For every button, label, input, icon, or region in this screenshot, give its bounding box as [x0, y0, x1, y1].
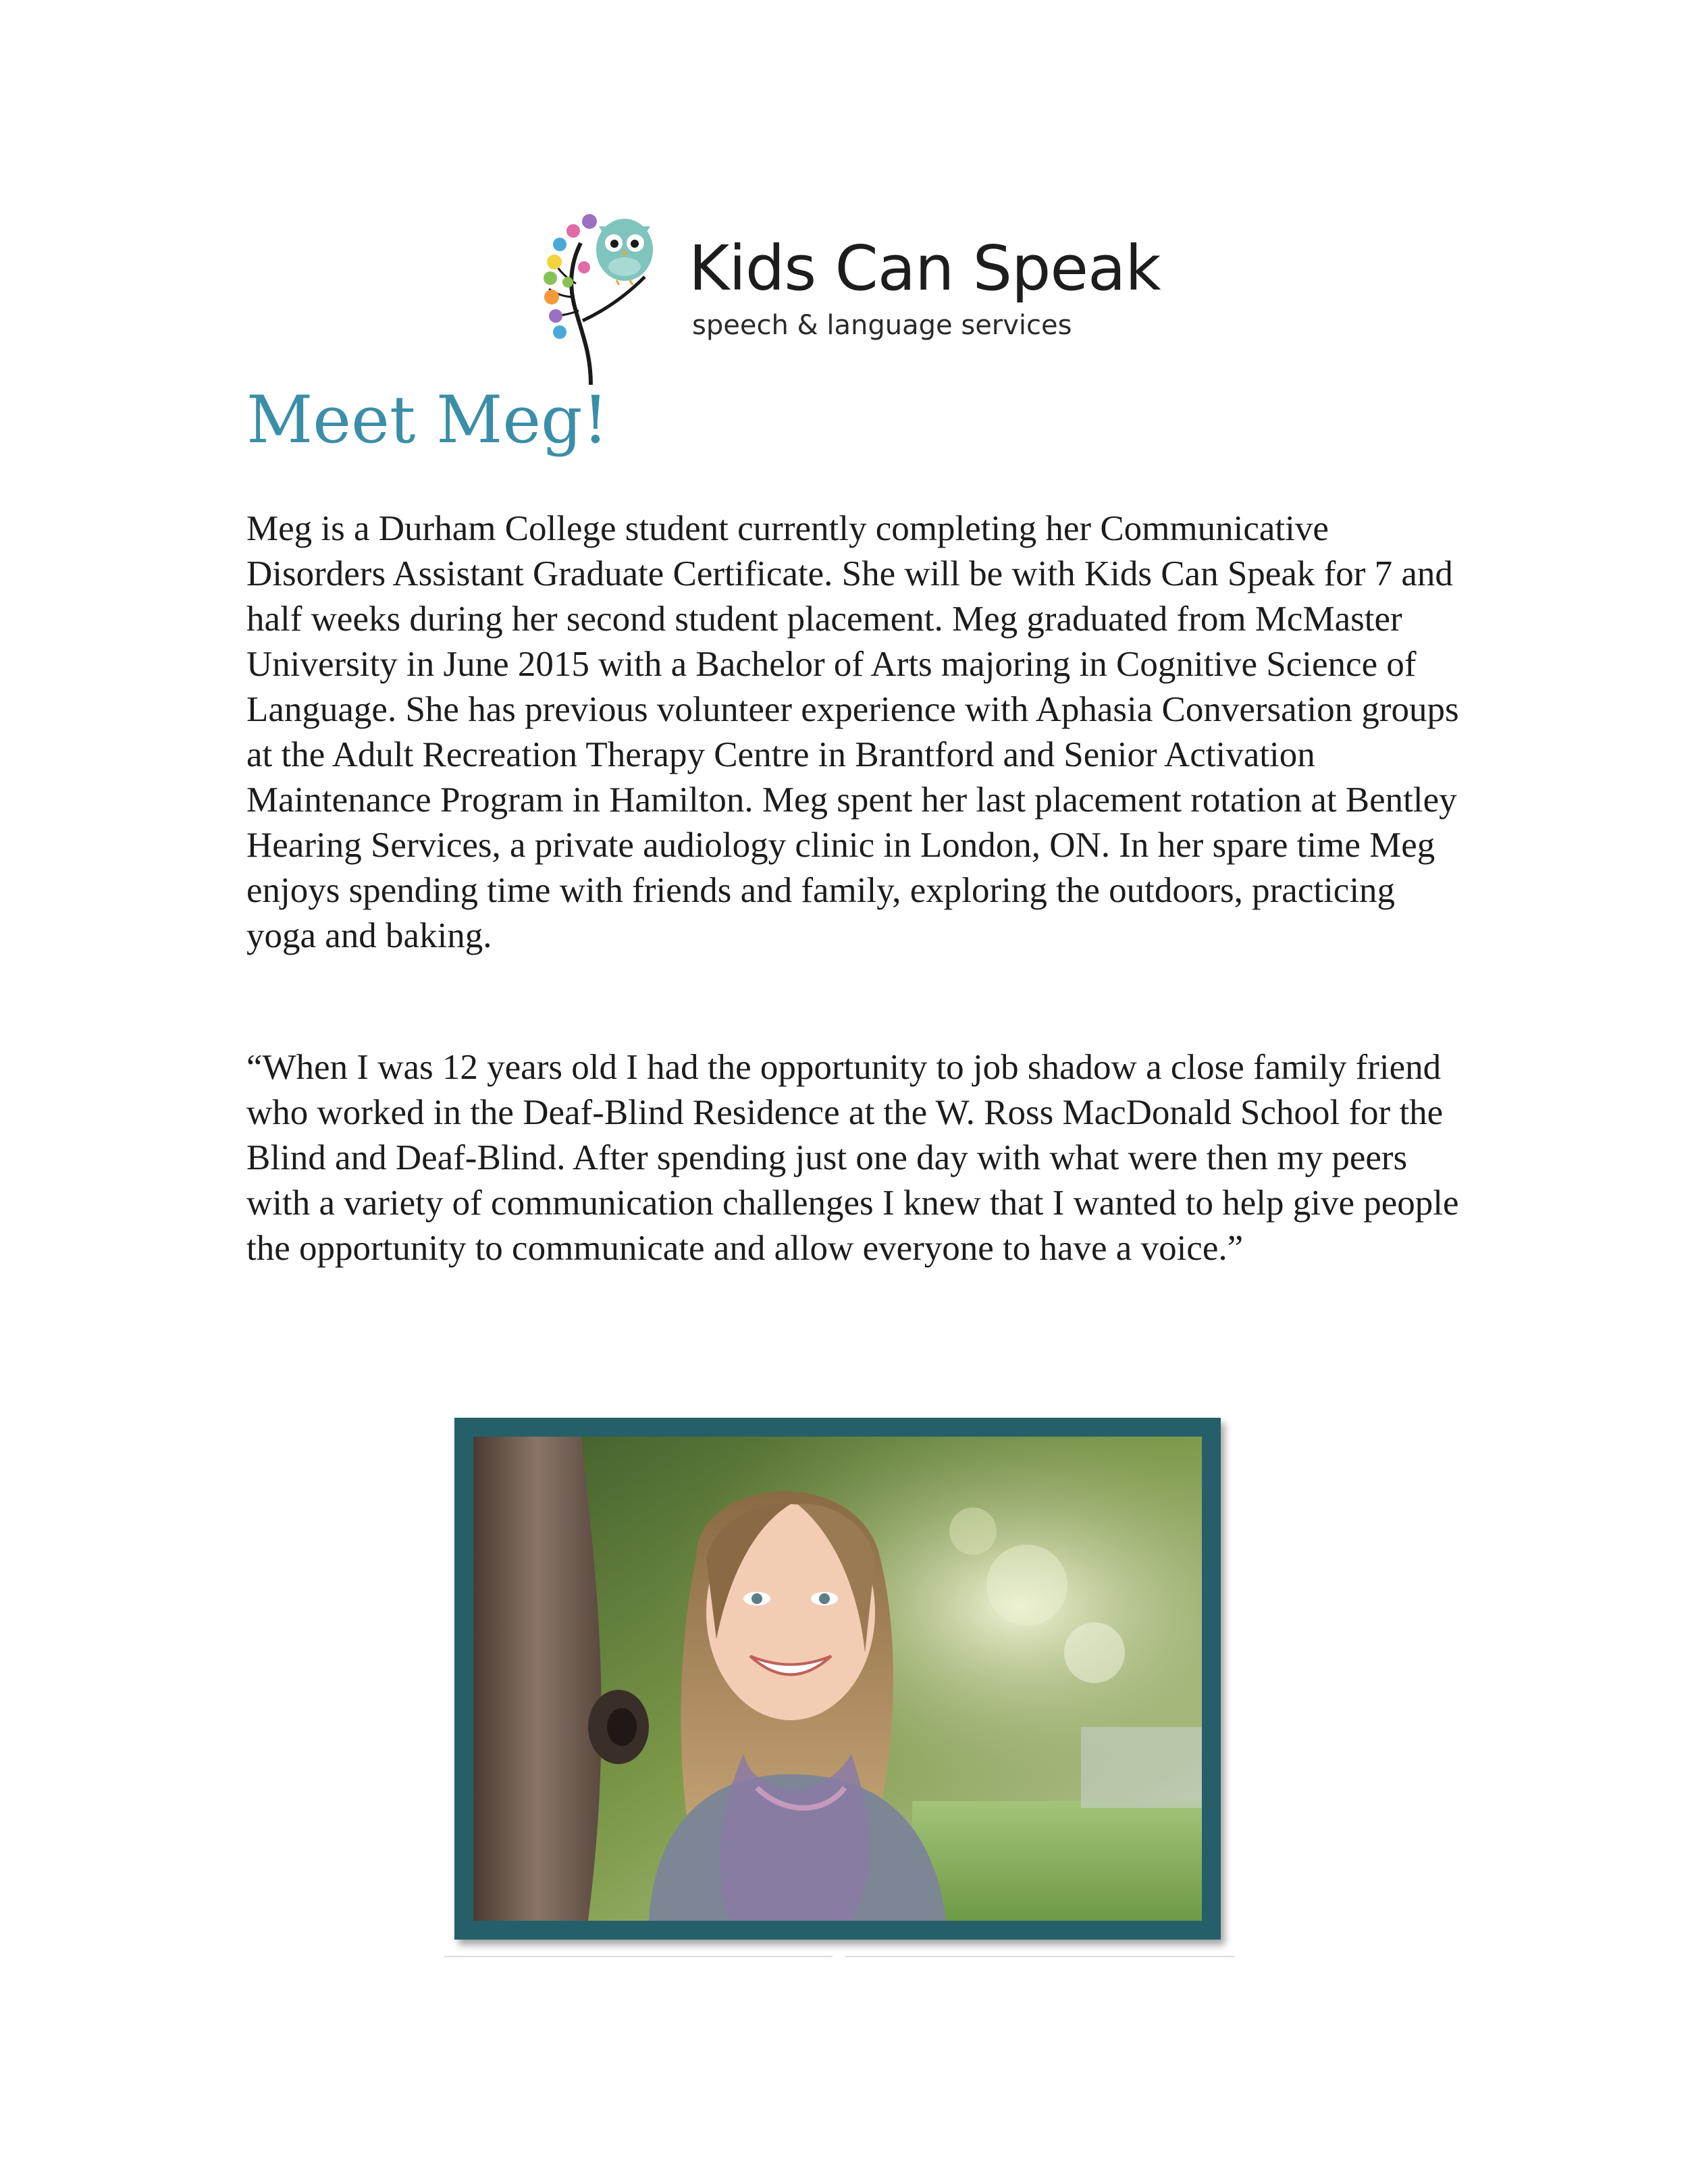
- caption-line-right: [845, 1956, 1234, 1957]
- logo-subtitle: speech & language services: [692, 310, 1072, 341]
- logo-title: Kids Can Speak: [689, 232, 1161, 304]
- portrait-photo: [473, 1437, 1202, 1921]
- bio-paragraph: Meg is a Durham College student currently completing her Communicative Disorders Assistant Graduate Certificate. She will be with Kids Can Speak for 7 and half weeks during her second student placement. Meg graduated from McMaster University in June 2015 with a Bachelor of Arts majoring in Cognitive Science of Language. She has previous volunteer experience with Aphasia Conversation groups at the Adult Recreation Therapy Centre in Brantford and Senior Activation Maintenance Program in Hamilton. Meg spent her last placement rotation at Bentley Hearing Services, a private audiology clinic in London, ON. In her spare time Meg enjoys spending time with friends and family, exploring the outdoors, practicing yoga and baking.: [246, 509, 1459, 955]
- quote-paragraph: “When I was 12 years old I had the opportunity to job shadow a close family friend who worked in the Deaf-Blind Residence at the W. Ross MacDonald School for the Blind and Deaf-Blind. After spending just one day with what were then my peers with a variety of communication challenges I knew that I wanted to help give people the opportunity to communicate and allow everyone to have a voice.”: [246, 1048, 1459, 1268]
- portrait-photo-icon: [473, 1437, 1202, 1921]
- owl-tree-logo-icon: [544, 203, 672, 385]
- company-logo: [544, 203, 1161, 385]
- portrait-photo-frame: [454, 1418, 1221, 1940]
- caption-line-left: [444, 1956, 833, 1957]
- page-title: Meet Meg!: [246, 382, 609, 458]
